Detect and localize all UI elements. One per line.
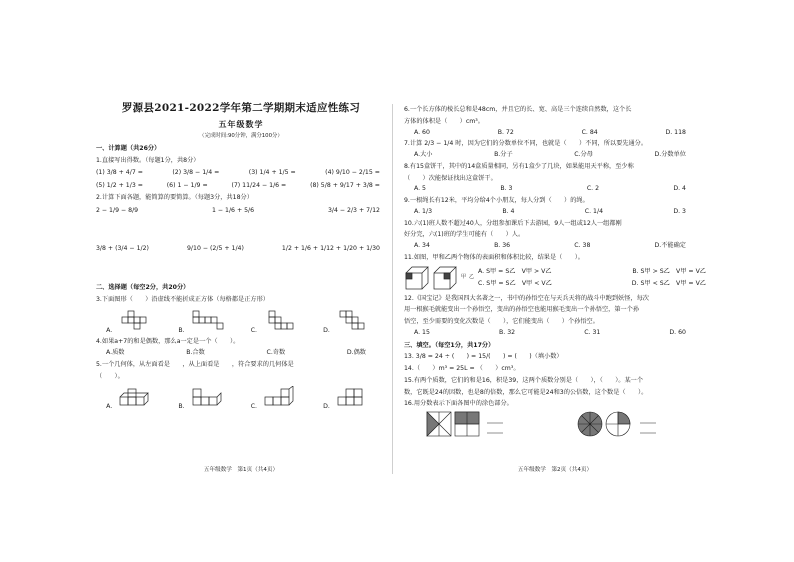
q8-text: 8.有15盒饼干，其中的14盒质量相同，另有1盒少了几块，如果能用天平称，至少称 [404,162,634,170]
q8-option-a: A. 5 [414,185,426,193]
page-divider [392,104,393,474]
q1-item: (3) 1/4 + 1/5 = [248,169,296,177]
q15-text: 15.有两个质数，它们的和是16，积是39，这两个质数分别是（ ），（ ）。某一个 [404,376,644,384]
section-1-heading: 一、计算题（共26分） [96,144,161,152]
q7-text: 7.计算 2/3 − 1/4 时，因为它们的分数单位不同，也就是（ ）不同，所以要先通分。 [404,140,648,148]
q6-text: 6.一个长方体的棱长总和是48cm，并且它的长、宽、高是三个连续自然数，这个长 [404,106,632,113]
q3-option-a: A. [106,310,158,335]
q5-option-c: C. [251,386,303,411]
q6-option-c: C. 84 [581,128,598,136]
q12-text-b: 用一根猴毛就能变出一个孙悟空，变出的孙悟空也能用猴毛变出一个孙悟空，第一个孙 [404,306,640,314]
q8-text-b: （ ）次能保证找出这盒饼干。 [404,174,497,182]
q11-option-a: A. S甲 = S乙 V甲 > V乙 [478,267,552,275]
figure-label-yi: 乙 [469,274,475,281]
q9-text: 9.一根绳长有12米，平均分给4个小朋友，每人分到（ ）的绳。 [404,197,589,204]
q13-text: 13. 3/8 = 24 ÷ ( ) = 15/( ) = ( )（填小数） [404,353,563,361]
q1-item: (5) 1/2 + 1/3 = [96,182,143,190]
cube-stack-icon [332,386,376,408]
q7-option-b: B.分子 [494,151,513,158]
q2-item: 3/4 − 2/3 + 7/12 [327,206,380,214]
q3-option-b: B. [178,310,230,335]
q2-row-1 [96,207,386,215]
cube-solids-figure-icon [404,265,458,291]
q8-option-b: B. 3 [500,185,513,193]
exam-title: 罗源县2021-2022学年第二学期期末适应性练习 [121,102,361,114]
cube-stack-icon [259,386,303,408]
net-figure-icon [259,310,303,332]
q6-text-b: 方体的体积是（ ）cm³。 [404,117,484,125]
q1-item: (7) 11/24 − 1/6 = [231,182,287,190]
cube-stack-icon [187,386,231,408]
figure-label-jia: 甲 [461,274,467,281]
q2-item: 1 − 1/6 + 5/6 [211,206,255,214]
q11-option-b: B. S甲 > S乙 V甲 = V乙 [632,267,706,275]
net-figure-icon [332,310,376,332]
q4-text: 4.如果a+7的和是偶数，那么a一定是一个（ ）。 [96,338,240,346]
q10-option-c: C. 38 [574,242,591,249]
q16-figures [404,411,706,437]
q1-row-1 [96,169,386,177]
shaded-squares-figure-icon [425,411,535,437]
work-space [96,214,386,240]
q9-options [404,208,706,216]
q1-row-2 [96,182,386,190]
q7-option-a: A.大小 [414,151,433,158]
q7-option-c: C.分母 [574,151,593,158]
q11-text: 11.如图，甲和乙两个物体的表面积和体积比较，结果是（ ）。 [404,253,584,261]
q5-figures [96,386,386,411]
q9-option-c: C. 1/4 [584,207,604,215]
q1-item: (4) 9/10 − 2/15 = [325,169,380,177]
q3-text: 3.下面图形（ ）沿虚线不能折成正方体（每格都是正方形） [96,295,269,303]
work-space [96,253,386,279]
q4-option-b: B.合数 [186,349,205,357]
q1-item: (2) 3/8 − 1/4 = [172,169,220,177]
q14-text: 14.（ ）m³ = 25L = （ ）cm³。 [404,365,520,372]
q12-text: 12.《国宝记》是我国四大名著之一，书中的孙悟空在与天兵天将的战斗中跑到妖怪，每次 [404,294,649,302]
q10-text-b: 好分完，六(1)班的学生可能有（ ）人。 [404,231,525,239]
q16-text: 16.用分数表示下面各图中的涂色部分。 [404,400,513,408]
net-figure-icon [187,310,231,332]
q6-option-b: B. 72 [497,128,514,136]
q12-options [404,329,706,337]
q2-heading: 2.计算下面各题，能简算的要简算。（每题3分，共18分） [96,193,253,201]
q10-options [404,242,706,250]
q4-option-d: D.偶数 [346,349,366,357]
q12-option-d: D. 60 [669,328,686,336]
section-2-heading: 二、选择题（每空2分，共20分） [96,284,190,292]
q12-option-b: B. 32 [499,328,516,336]
q1-heading: 1.直接写出得数。（每题1分，共8分） [96,156,200,164]
q4-option-a: A.质数 [106,349,125,357]
q1-item: (8) 5/8 + 9/17 + 3/8 = [310,182,380,190]
q1-item: (6) 1 − 1/9 = [166,182,208,190]
q3-option-d: D. [323,310,376,335]
q11-block [404,265,706,291]
q11-option-c: C. S甲 = S乙 V甲 < V乙 [478,279,552,287]
q11-options [478,268,706,288]
q5-option-b: B. [178,386,230,411]
q11-option-d: D. S甲 < S乙 V甲 = V乙 [631,279,706,287]
q3-figures [96,310,386,335]
q7-option-d: D.分数单位 [654,151,686,158]
q15-text-b: 数，它既是24的因数，也是8的倍数，那么它可能是24和3的公倍数，这个数是（ ）。 [404,388,648,396]
page-2 [404,100,706,478]
q12-text-c: 悟空，至少需要的变化次数是（ ），它们能变出（ ）个孙悟空。 [404,318,599,325]
q8-options [404,185,706,193]
exam-sheet [86,100,712,478]
q5-option-d: D. [323,386,376,411]
net-figure-icon [114,310,158,332]
q5-text-b: （ ）。 [96,372,124,380]
q7-options [404,151,706,159]
q10-option-b: B. 36 [494,242,511,249]
q4-option-c: C.奇数 [266,349,286,357]
page-1-footer: 五年级数学 第1页（共4页） [203,467,279,474]
q8-option-d: D. 4 [673,185,686,193]
q1-item: (1) 3/8 + 4/7 = [96,169,143,177]
page-1 [96,100,386,478]
q2-item: 2 − 1/9 − 8/9 [96,206,139,214]
shaded-circles-figure-icon [576,411,686,437]
q9-option-b: B. 4 [502,207,515,215]
q10-option-a: A. 34 [414,242,430,249]
exam-subtitle: 五年级数学 [218,119,264,130]
cube-stack-icon [114,386,158,408]
q12-option-c: C. 31 [584,328,601,336]
q9-option-a: A. 1/3 [414,207,433,215]
q4-options [96,349,386,357]
exam-note: （完成时间:90分钟，满分100分） [199,133,283,140]
q9-option-d: D. 3 [673,207,686,215]
q3-option-c: C. [251,310,303,335]
q5-text: 5.一个几何体，从左面看是 ，从上面看是 ，符合要求的几何体是 [96,360,294,368]
q5-option-a: A. [106,386,158,411]
q2-item: 1/2 + 1/6 + 1/12 + 1/20 + 1/30 [281,245,380,253]
q6-option-d: D. 118 [665,128,686,136]
q6-option-a: A. 60 [414,128,430,136]
q2-item: 3/8 + (3/4 − 1/2) [96,245,149,253]
q2-row-2 [96,245,386,253]
q10-option-d: D.不能确定 [654,242,686,249]
page-2-footer: 五年级数学 第2页（共4页） [517,467,593,474]
q2-item: 9/10 − (2/5 + 1/4) [187,245,244,253]
q8-option-c: C. 2 [586,185,600,193]
q6-options [404,129,706,137]
section-3-heading: 三、填空。（每空1分，共17分） [404,341,495,349]
q10-text: 10.六(1)班人数不超过40人，分组参加课后下去游园，9人一组或12人一组都刚 [404,219,622,227]
q12-option-a: A. 15 [414,328,430,336]
